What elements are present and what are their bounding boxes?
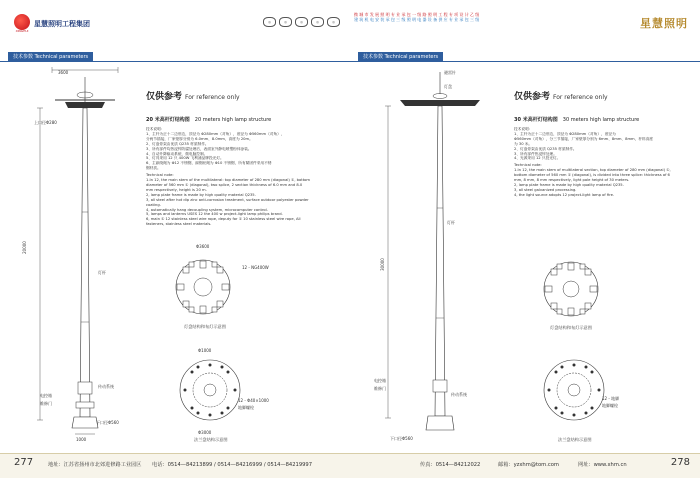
flange-diagram xyxy=(536,350,616,430)
note-en-line: 3, all steel after hot dip zinc anti-corrosion treatment, surface outdoor polyester powder xyxy=(146,197,309,202)
note-cn-line: 2、灯盘骨架由优质 Q235 材质制作。 xyxy=(514,146,577,151)
note-cn-line: 1、主杆为正十二边形边，顶径为 Φ280mm（对角），底径为 Φ560mm（对角）， xyxy=(146,131,285,136)
brand-calligraphy: 星慧照明 xyxy=(640,17,688,30)
note-en-line: diameter of 560 mm ① (diagonal), two splice, 2 section thickness of 6.0 mm and 8.0 xyxy=(146,182,303,187)
tech-note-header: Technical note: xyxy=(146,173,174,178)
cert-badge-5-icon: ◎ xyxy=(327,17,340,27)
notes-header: 技术说明： xyxy=(514,127,533,131)
note-cn-line: 5、灯具采用 12 只 400W 飞利浦品牌投光灯。 xyxy=(146,156,224,161)
notes-en xyxy=(146,178,341,227)
flange-diagram xyxy=(172,350,252,430)
door-label: 维修门 xyxy=(40,401,52,406)
footer-phone: 电话：0514—84213899 / 0514—84216999 / 0514—84219997 xyxy=(152,462,313,468)
footer-website: 网址：www.xhm.cn xyxy=(578,462,627,468)
page-number: 277 xyxy=(14,457,34,468)
right-tabbar xyxy=(350,52,700,62)
note-cn-line: 2、灯盘骨架由优质 Q235 材质制作。 xyxy=(146,141,209,146)
left-footer xyxy=(0,453,350,478)
pole-label: 灯杆 xyxy=(98,270,106,275)
note-en-line: mm, 8 mm, 8 mm respectively, light pole height of 30 meters. xyxy=(514,178,630,183)
bolt-label: 地脚螺栓 xyxy=(238,405,254,410)
pole-label: 灯杆 xyxy=(447,220,455,225)
lightning-rod-label: 避雷针 xyxy=(444,70,456,75)
note-en-line: 2, lamp plate frame is made by high quality material Q235. xyxy=(146,192,256,197)
note-cn-line: Φ560mm（对角），分三节插接，厂家壁厚分别为 6mm、8mm、8mm，杆料高度 xyxy=(514,136,654,141)
note-cn-line: 4、光源采用 12 只投光灯。 xyxy=(514,156,561,161)
note-cn-line: 6、主副绕绳为 Φ12 不锈钢，副钢丝绳为 Φ10 不锈钢，所有紧固件采用不锈 xyxy=(146,161,272,166)
note-en-line: 1.In 12, the main stem of the multilateral: top diameter of 280 mm (diagonal) ①, bottom xyxy=(146,178,311,183)
plate-caption: 灯盘结构和布灯示意图 xyxy=(550,325,592,330)
structure-subtitle: 20 米高杆灯结构图 xyxy=(146,117,190,123)
motor-label: 传动系统 xyxy=(451,392,467,397)
flange-width-dim: Φ3000 xyxy=(198,430,212,435)
note-en-line: 1.In 12, the main stem of multilateral section, top diameter of 280 mm (diagonal) ①, xyxy=(514,168,671,173)
company-name: 星慧照明工程集团 xyxy=(34,19,90,28)
note-en-line: 6, main ① 12 stainless steel wire rope, deputy for ① 10 stainless steel wire rope, All xyxy=(146,217,301,222)
sunflower-logo-icon xyxy=(14,14,30,33)
bolt-count-label: 12 - 地脚 xyxy=(602,396,620,401)
structure-subtitle: 30 米高杆灯结构图 xyxy=(514,117,558,123)
left-tabbar xyxy=(0,52,350,62)
reference-block xyxy=(146,84,341,227)
reference-title: 仅供参考 xyxy=(146,92,183,102)
pole-height-dim: 30000 xyxy=(379,258,385,271)
reference-title-en: For reference only xyxy=(185,94,240,101)
note-en-line: 2, lamp plate frame is made by high quality material Q235. xyxy=(514,182,624,187)
cert-badge-2-icon: ◎ xyxy=(279,17,292,27)
page-number: 278 xyxy=(670,457,690,468)
note-cn-line: 为 30 米。 xyxy=(514,141,533,146)
foundation-caption: 法兰盘结构示意图 xyxy=(558,437,592,442)
base-diameter-label: 下口径Φ560 xyxy=(96,420,119,425)
notes-en xyxy=(514,168,694,197)
tech-note-header: Technical note: xyxy=(514,163,542,168)
note-en-line: 4, automatically hang decoupling system, microcomputer control. xyxy=(146,207,268,212)
company-logo xyxy=(14,14,90,33)
top-width-dim: 3600 xyxy=(58,70,69,75)
tab-technical-parameters: 技术参数 Technical parameters xyxy=(8,52,93,62)
cert-badge-1-icon: ◎ xyxy=(263,17,276,27)
door-label: 维修门 xyxy=(374,386,386,391)
slogan-block xyxy=(354,12,479,22)
note-cn-line: 3、所有部件热浸锌处理。 xyxy=(514,151,557,156)
electric-box-label: 电控箱 xyxy=(40,393,52,398)
note-en-line: 5, lamps and lanterns USES 12 the 400 w project-light lamp philips brand. xyxy=(146,212,283,217)
tab-technical-parameters: 技术参数 Technical parameters xyxy=(358,52,443,62)
note-en-line: bottom diameter of 560 mm ① (diagonal), is divided into three splice: thickness of 6 xyxy=(514,173,670,178)
cert-badge-4-icon: ◎ xyxy=(311,17,324,27)
notes-cn xyxy=(514,132,694,161)
electric-box-label: 电控箱 xyxy=(374,378,386,383)
logo-sub-text: XINGHUI xyxy=(15,29,29,33)
top-diameter-label: 上口径Φ280 xyxy=(34,120,57,125)
slogan-line-2: 建 筑 机 电 安 装 承 包 三 级 照 明 电 器 设 备 供 应 专 业 承 包 三 级 xyxy=(354,17,480,22)
note-en-line: 4, the light source adopts 12 project-light lamp of fire. xyxy=(514,192,615,197)
note-cn-line: 分两节插接，厂家壁厚分别为 6.0mm、8.0mm，高度为 20m。 xyxy=(146,136,253,141)
lamp-plate-diagram xyxy=(538,256,604,322)
lamp-plate-label: 灯盘 xyxy=(444,84,452,89)
structure-subtitle-en: 20 meters high lamp structure xyxy=(194,117,272,123)
note-cn-line: 3、所有部件均热浸锌防腐处理后，表面室外静电喷塑粉体涂装。 xyxy=(146,146,252,151)
flange-diameter-dim: Φ1000 xyxy=(198,348,212,353)
slogan-line-1: 携 城 市 发 展 照 明 专 业 承 包 一 级 路 照 明 工 程 专 项 设 计 乙 级 xyxy=(354,12,480,17)
reference-block xyxy=(514,84,694,198)
note-en-line: 3, all steel galvanized processing. xyxy=(514,187,577,192)
lamp-count-label: 12 - NG400W xyxy=(242,265,269,270)
pole-20m-drawing xyxy=(20,62,150,442)
bolt-label: 地脚螺栓 xyxy=(602,403,618,408)
footer-fax: 传真：0514—84212022 xyxy=(420,462,481,468)
pole-30m-drawing xyxy=(380,68,500,443)
foundation-caption: 法兰盘结构示意图 xyxy=(194,437,228,442)
note-en-line: coating. xyxy=(146,202,161,207)
footer-email: 邮箱：yzxhm@tom.com xyxy=(498,462,559,468)
pole-height-dim: 20000 xyxy=(21,241,27,254)
note-cn-line: 1、主杆为正十二边形边，顶径为 Φ280mm（对角），底径为 xyxy=(514,131,616,136)
notes-header: 技术说明： xyxy=(146,127,165,131)
plate-caption: 灯盘结构和布灯示意图 xyxy=(184,324,226,329)
note-en-line: mm respectively, height is 20 m. xyxy=(146,187,207,192)
plate-diameter-dim: Φ3600 xyxy=(196,244,210,249)
structure-subtitle-en: 30 meters high lamp structure xyxy=(562,117,640,123)
left-header xyxy=(0,0,350,40)
footer-address: 地址：江苏省扬州市北郊进修路工业园区 xyxy=(48,462,142,468)
cert-badges xyxy=(263,17,340,27)
note-en-line: fasteners, stainless steel materials. xyxy=(146,222,212,227)
reference-title: 仅供参考 xyxy=(514,92,551,102)
lamp-plate-diagram xyxy=(168,252,238,322)
note-cn-line: 钢材质。 xyxy=(146,166,161,171)
base-width-dim: 1000 xyxy=(76,437,87,442)
base-diameter-label: 下口径Φ560 xyxy=(390,436,413,441)
note-cn-line: 4、自动升降驱动系统，微电脑控制。 xyxy=(146,151,208,156)
reference-title-en: For reference only xyxy=(553,94,608,101)
right-header xyxy=(350,0,700,40)
cert-badge-3-icon: ◎ xyxy=(295,17,308,27)
motor-label: 传动系统 xyxy=(98,384,114,389)
right-page xyxy=(350,0,700,478)
bolt-count-label: 12 - Φ40×1000 xyxy=(238,398,269,403)
notes-cn xyxy=(146,132,341,171)
right-footer xyxy=(350,453,700,478)
